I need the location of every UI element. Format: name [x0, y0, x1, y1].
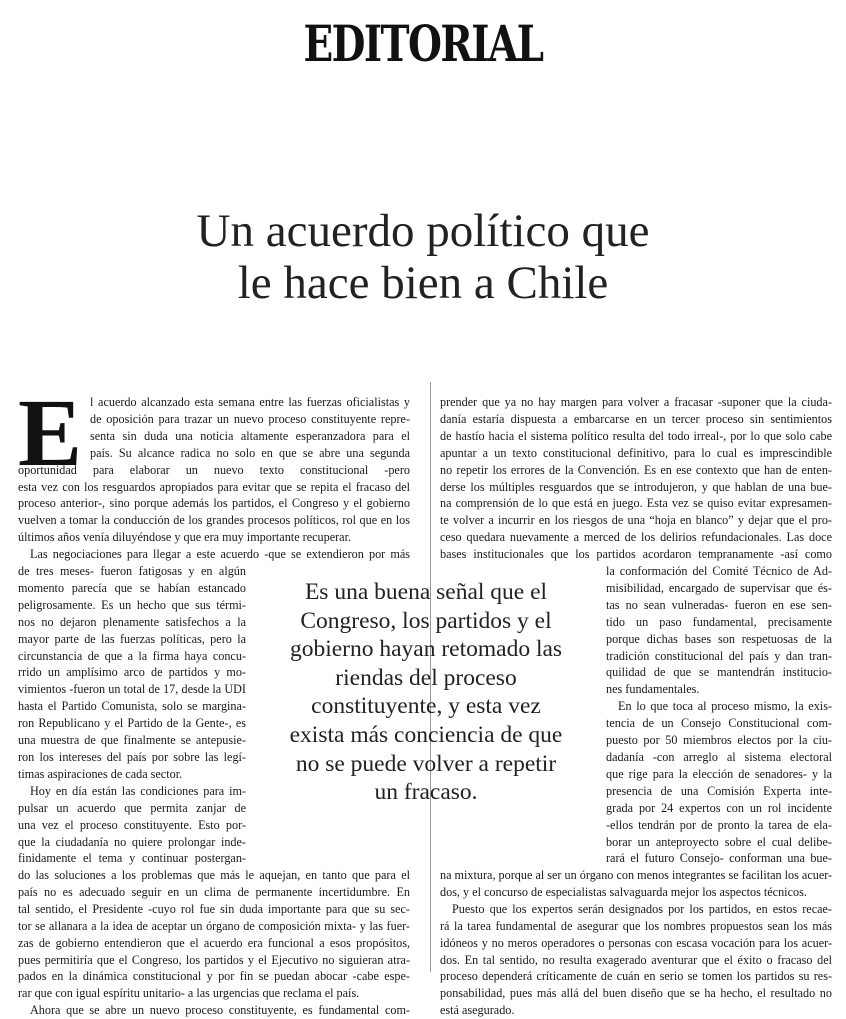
text-line: vuelven a tomar la conducción de los grandes procesos políticos, rol que en los: [18, 513, 410, 528]
pull-quote-line: no se puede volver a repetir: [295, 750, 557, 777]
pull-quote-line: un fracaso.: [374, 779, 478, 806]
text-line: rará el futuro Consejo- conforman una bue-: [606, 851, 832, 866]
text-line: Hoy en día están las condiciones para im-: [30, 783, 246, 798]
text-line: país. Su alcance radica no solo en que se abre una segunda: [90, 445, 410, 460]
text-line: bases institucionales que los partidos acordaron tempranamente -así como: [440, 547, 832, 562]
text-line: una muestra de que finalmente se antepusie-: [18, 733, 246, 748]
headline-line: Un acuerdo político que: [196, 205, 650, 257]
body-column-right-narrow: [606, 563, 832, 867]
text-line: idóneos y no meros operadores o personas con escasa vocación para los acuer-: [440, 935, 832, 950]
text-line: tencia de un Consejo Constitucional com-: [606, 716, 832, 731]
text-line: país no es adecuado seguir en un clima de permanente incertidumbre. En: [18, 884, 410, 899]
text-line: proceso anterior-, sino porque además los partidos, el Congreso y el gobierno: [18, 496, 410, 511]
text-line: rá la tarea fundamental de asegurar que los nombres propuestos sean los más: [440, 918, 832, 933]
pull-quote-line: Es una buena señal que el: [304, 579, 548, 605]
text-line: que la ciudadanía no quiere prolongar inde-: [18, 834, 246, 849]
text-line: mayor parte de las fuerzas políticas, pero la: [18, 631, 246, 646]
text-line: dos, y el concurso de especialistas salvaguarda mejor los aspectos técnicos.: [440, 884, 807, 899]
text-line: apuntar a un texto constitucional definitivo, para lo cual es imprescindible: [440, 445, 832, 460]
text-line: peligrosamente. Es un hecho que sus térmi-: [18, 597, 246, 612]
text-line: oportunidad para elaborar un nuevo texto constitucional -pero: [18, 462, 410, 477]
text-line: ponsabilidad, pues más allá del buen diseño que se ha hecho, el resultado no: [440, 986, 832, 1001]
text-line: l acuerdo alcanzado esta semana entre las fuerzas oficialistas y: [90, 395, 410, 409]
text-line: Ahora que se abre un nuevo proceso constituyente, es fundamental com-: [30, 1003, 410, 1018]
text-line: te volver a incurrir en los riesgos de una “hoja en blanco” y dejar que el pro-: [440, 513, 832, 528]
text-line: dadanía -con arreglo al sistema electoral: [606, 749, 832, 764]
pull-quote-line: exista más conciencia de que: [289, 721, 563, 748]
body-column-left-bottom: [18, 867, 410, 1019]
text-line: grada por 24 expertos con un rol incidente: [606, 800, 832, 815]
text-line: la conformación del Comité Técnico de Ad-: [606, 564, 832, 578]
text-line: ron los intereses del país por sobre las legí-: [18, 749, 246, 764]
text-line: porque dichas bases son respetuosas de la: [606, 631, 832, 646]
text-line: tor se allanara a la idea de aceptar un órgano de composición mixta- y las fuer-: [18, 918, 410, 933]
text-line: ron Republicano y el Partido de la Gente-, es: [18, 716, 246, 731]
text-line: finidamente el tema y continuar postergan-: [18, 851, 246, 866]
text-line: senta sin duda una noticia altamente esperanzadora para el: [90, 428, 410, 443]
text-line: na comprensión de lo que está en juego. Esta vez se quiso evitar expresamen-: [440, 496, 832, 511]
text-line: proceso dependerá críticamente de cuán en serio se tomen los partidos su res-: [440, 969, 832, 984]
text-line: puesto por 50 miembros electos por la ciu-: [606, 733, 832, 748]
text-line: timas aspiraciones de cada sector.: [18, 766, 183, 781]
text-line: tal sentido, el Presidente -cuyo rol fue sin duda importante para que su sec-: [18, 901, 410, 916]
pull-quote-line: Congreso, los partidos y el: [300, 607, 552, 634]
text-line: Puesto que los expertos serán designados por los partidos, en estos recae-: [452, 901, 832, 916]
text-line: presencia de una Comisión Experta inte-: [606, 783, 832, 798]
text-line: pues permitiría que el Congreso, los partidos y el Ejecutivo no siguieran atra-: [18, 952, 410, 967]
text-line: vimientos -fueron un total de 17, desde la UDI: [18, 682, 246, 697]
text-line: pulsar un acuerdo que permita zanjar de: [18, 800, 246, 815]
text-line: tido un paso fundamental, precisamente: [606, 614, 832, 629]
text-line: no repetir los errores de la Convención. Es en ese contexto que han de enten-: [440, 462, 832, 477]
text-line: de oposición para trazar un nuevo proceso constituyente repre-: [90, 411, 410, 426]
text-line: rrido un amplísimo arco de partidos y mo-: [18, 665, 246, 680]
text-line: circunstancia de que a la firma haya concu-: [18, 648, 246, 663]
text-line: borar un anteproyecto sobre el cual delibe-: [606, 834, 832, 849]
text-line: nes fundamentales.: [606, 682, 700, 697]
text-line: hasta el Partido Comunista, solo se margina-: [18, 699, 246, 714]
text-line: zas de gobierno entendieron que el acuerdo era funcional a esos propósitos,: [18, 935, 410, 950]
pull-quote-line: constituyente, y esta vez: [311, 693, 541, 720]
text-line: tradición constitucional del país y dan tran-: [606, 648, 832, 663]
text-line: una vez el proceso constituyente. Esto por-: [18, 817, 246, 832]
text-line: últimos años venía diluyéndose y que era muy importante recuperar.: [18, 530, 352, 545]
text-line: tas no sean vulneradas- fueron en ese sen-: [606, 597, 832, 612]
drop-cap: E: [18, 396, 83, 470]
text-line: do las soluciones a los problemas que más le aquejan, en tanto que para el: [18, 868, 410, 882]
text-line: Las negociaciones para llegar a este acuerdo -que se extendieron por más: [30, 547, 410, 562]
text-line: -ellos tendrán por de pronto la tarea de ela-: [606, 817, 832, 832]
headline-line: le hace bien a Chile: [237, 257, 609, 309]
body-column-left-top: [90, 394, 410, 462]
text-line: que rige para la elección de senadores- y la: [606, 766, 832, 781]
text-line: prender que ya no hay margen para volver a fracasar -suponer que la ciuda-: [440, 395, 832, 409]
text-line: de tres meses- fueron fatigosas y en algún: [18, 564, 246, 578]
text-line: momento parecía que se habían estancado: [18, 580, 246, 595]
section-title: EDITORIAL: [303, 14, 543, 73]
body-column-left-top-wide: [18, 462, 410, 563]
text-line: na mixtura, porque al ser un órgano con menos integrantes se facilitan los acuer-: [440, 868, 833, 882]
body-column-left-narrow: [18, 563, 246, 867]
headline: [60, 205, 786, 309]
text-line: danía estaría dispuesta a embarcarse en un tercer proceso sin sentimientos: [440, 411, 832, 426]
text-line: En lo que toca al proceso mismo, la exis-: [618, 699, 832, 714]
body-column-right-bottom: [440, 867, 832, 1019]
text-line: pados en la dinámica constitucional y por fin se puedan abocar -cabe espe-: [18, 969, 410, 984]
text-line: misibilidad, encargado de supervisar que és-: [606, 580, 832, 595]
text-line: quilidad de que se mantendrán institucio-: [606, 665, 832, 680]
pull-quote: [250, 578, 602, 807]
pull-quote-line: riendas del proceso: [335, 664, 517, 691]
pull-quote-line: gobierno hayan retomado las: [289, 636, 563, 663]
text-line: rar que con igual espíritu unitario- a las urgencias que reclama el país.: [18, 986, 360, 1001]
text-line: dos. En tal sentido, no resulta exagerado aventurar que el éxito o fracaso del: [440, 952, 832, 967]
text-line: derse los múltiples resguardos que se introdujeron, y que hablan de una bue-: [440, 479, 832, 494]
text-line: ceso quedara nuevamente a merced de los delirios refundacionales. Las doce: [440, 530, 832, 545]
body-column-right-top: [440, 394, 832, 563]
text-line: está asegurado.: [440, 1003, 515, 1018]
text-line: nos no dejaron plenamente satisfechos a la: [18, 614, 246, 629]
text-line: esta vez con los resguardos apropiados para evitar que se repita el fracaso del: [18, 479, 410, 494]
text-line: de hastío hacia el sistema político resulta del todo irreal-, por lo que solo cabe: [440, 428, 832, 443]
